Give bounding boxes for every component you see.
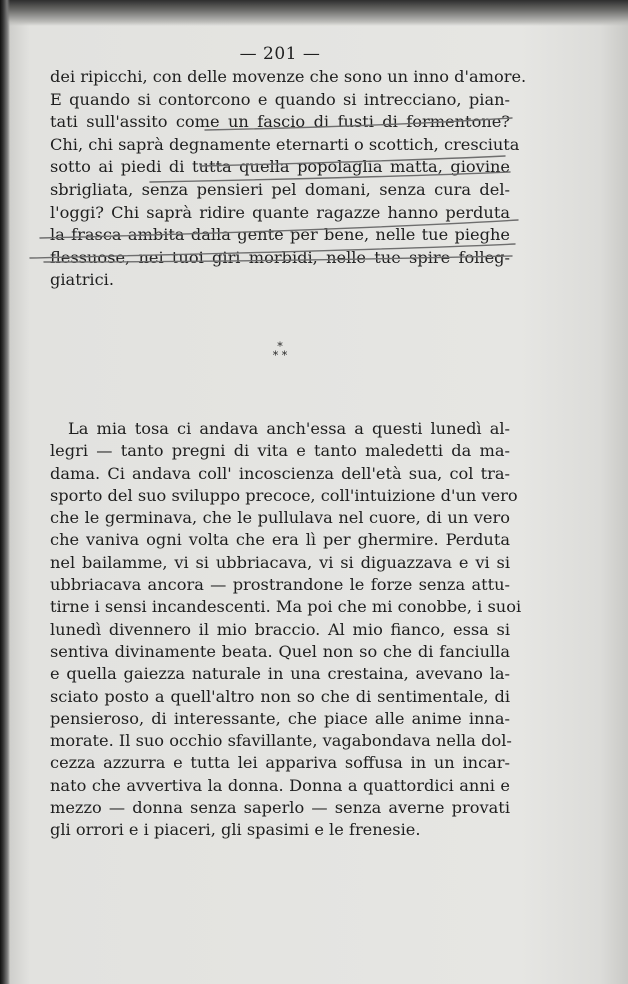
- text-line: dama. Ci andava coll' incoscienza dell'età sua, col tra-: [50, 463, 510, 483]
- text-line: morate. Il suo occhio sfavillante, vagabondava nella dol-: [50, 731, 512, 751]
- text-line: giatrici.: [50, 270, 114, 290]
- text-line: tirne i sensi incandescenti. Ma poi che mi conobbe, i suoi: [50, 597, 522, 617]
- text-line: dei ripicchi, con delle movenze che sono un inno d'amore.: [50, 67, 527, 86]
- text-line: sotto ai piedi di tutta quella popolaglia matta, giovine: [50, 157, 510, 177]
- paragraph-2: [50, 418, 522, 842]
- text-line: tati sull'assito come un fascio di fusti di formentone?: [50, 112, 510, 132]
- text-line: la frasca ambita dalla gente per bene, nelle tue pieghe: [50, 225, 510, 245]
- page-top-edge: [0, 0, 628, 26]
- paragraph-1: [50, 66, 527, 292]
- text-line: Chi, chi saprà degnamente eternarti o scottich, cresciuta: [50, 134, 520, 154]
- text-line: sciato posto a quell'altro non so che di sentimentale, di: [50, 686, 510, 706]
- asterism-glyphs: * * *: [272, 340, 288, 362]
- text-line: l'oggi? Chi saprà ridire quante ragazze hanno perduta: [50, 202, 510, 222]
- text-line: lunedì divennero il mio braccio. Al mio fianco, essa si: [50, 619, 510, 639]
- text-line: nato che avvertiva la donna. Donna a quattordici anni e: [50, 775, 510, 795]
- text-line: che vaniva ogni volta che era lì per ghermire. Perduta: [50, 530, 510, 550]
- text-line: pensieroso, di interessante, che piace alle anime inna-: [50, 708, 510, 728]
- text-line: gli orrori e i piaceri, gli spasimi e le frenesie.: [50, 820, 421, 840]
- text-line: mezzo — donna senza saperlo — senza averne provati: [50, 798, 510, 818]
- text-line: cezza azzurra e tutta lei appariva soffusa in un incar-: [50, 753, 510, 773]
- text-line: legri — tanto pregni di vita e tanto maledetti da ma-: [50, 441, 510, 461]
- text-line: sbrigliata, senza pensieri pel domani, senza cura del-: [50, 179, 510, 199]
- text-line: ubbriacava ancora — prostrandone le forze senza attu-: [50, 575, 510, 595]
- text-line: E quando si contorcono e quando si intrecciano, pian-: [50, 89, 510, 109]
- section-separator-asterism: [268, 342, 292, 360]
- text-line: La mia tosa ci andava anch'essa a questi lunedì al-: [68, 419, 510, 438]
- text-line: flessuose, nei tuoi giri morbidi, nelle tue spire folleg-: [50, 247, 510, 267]
- page-number: — 201 —: [239, 44, 321, 64]
- text-line: sporto del suo sviluppo precoce, coll'intuizione d'un vero: [50, 485, 518, 505]
- text-line: e quella gaiezza naturale in una crestaina, avevano la-: [50, 664, 510, 684]
- text-line: sentiva divinamente beata. Quel non so che di fanciulla: [50, 641, 510, 661]
- text-line: nel bailamme, vi si ubbriacava, vi si diguazzava e vi si: [50, 552, 510, 572]
- text-line: che le germinava, che le pullulava nel cuore, di un vero: [50, 508, 510, 528]
- book-spine-shadow: [0, 0, 10, 984]
